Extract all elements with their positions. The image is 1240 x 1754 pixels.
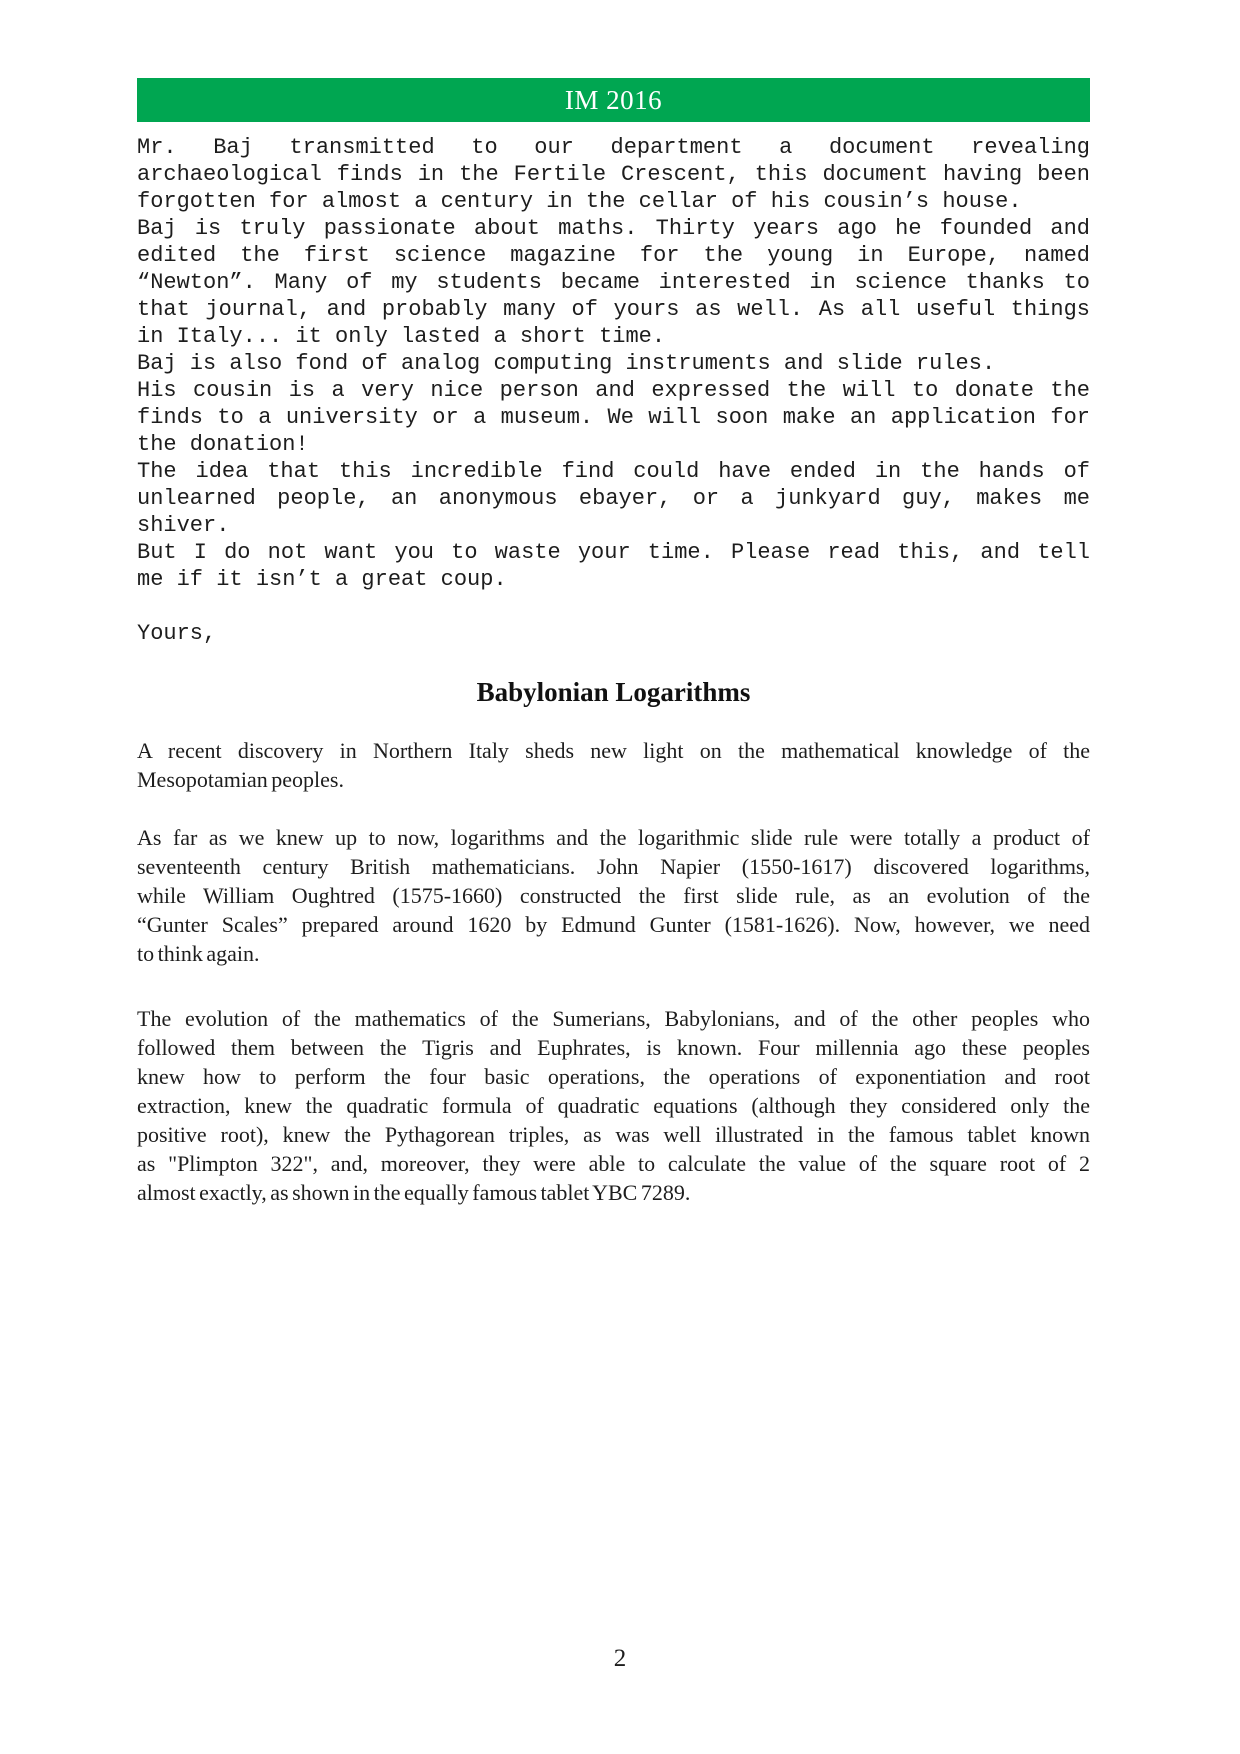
text-line: finds to a university or a museum. We will soon make an application for — [137, 405, 1090, 430]
text-line: A recent discovery in Northern Italy sheds new light on the mathematical knowledge of the — [137, 738, 1090, 763]
text-line: knew how to perform the four basic operations, the operations of exponentiation and root — [137, 1064, 1090, 1089]
article-paragraph-3 — [137, 1004, 1090, 1207]
content-column — [137, 0, 1090, 1207]
text-line: Baj is truly passionate about maths. Thirty years ago he founded and — [137, 216, 1090, 241]
text-line: seventeenth century British mathematicians. John Napier (1550-1617) discovered logarithms, — [137, 854, 1090, 879]
text-line: Mr. Baj transmitted to our department a document revealing — [137, 135, 1090, 160]
text-line: as "Plimpton 322", and, moreover, they were able to calculate the value of the square root of 2 — [137, 1151, 1090, 1176]
article-paragraph-2 — [137, 823, 1090, 968]
text-line: The idea that this incredible find could have ended in the hands of — [137, 459, 1090, 484]
text-line: The evolution of the mathematics of the Sumerians, Babylonians, and of the other peoples who — [137, 1006, 1090, 1031]
text-line: His cousin is a very nice person and expressed the will to donate the — [137, 378, 1090, 403]
text-line: archaeological finds in the Fertile Crescent, this document having been — [137, 162, 1090, 187]
text-line: shiver. — [137, 513, 230, 538]
text-line: me if it isn’t a great coup. — [137, 567, 507, 592]
article-paragraph-1 — [137, 736, 1090, 794]
article-title: Babylonian Logarithms — [476, 677, 751, 707]
text-line: As far as we knew up to now, logarithms and the logarithmic slide rule were totally a product of — [137, 825, 1090, 850]
text-line: almost exactly, as shown in the equally famous tablet YBC 7289. — [137, 1180, 691, 1205]
letter-body — [137, 134, 1090, 593]
text-line: while William Oughtred (1575-1660) constructed the first slide rule, as an evolution of the — [137, 883, 1090, 908]
text-line: that journal, and probably many of yours as well. As all useful things — [137, 297, 1090, 322]
text-line: extraction, knew the quadratic formula of quadratic equations (although they considered only the — [137, 1093, 1090, 1118]
text-line: “Newton”. Many of my students became interested in science thanks to — [137, 270, 1090, 295]
text-line: “Gunter Scales” prepared around 1620 by Edmund Gunter (1581-1626). Now, however, we need — [137, 912, 1090, 937]
letter-closing: Yours, — [137, 621, 217, 646]
text-line: followed them between the Tigris and Euphrates, is known. Four millennia ago these peoples — [137, 1035, 1090, 1060]
text-line: unlearned people, an anonymous ebayer, or a junkyard guy, makes me — [137, 486, 1090, 511]
text-line: But I do not want you to waste your time. Please read this, and tell — [137, 540, 1090, 565]
banner-title: IM 2016 — [564, 84, 663, 115]
text-line: to think again. — [137, 941, 260, 966]
text-line: forgotten for almost a century in the cellar of his cousin’s house. — [137, 189, 1022, 214]
text-line: in Italy... it only lasted a short time. — [137, 324, 666, 349]
text-line: edited the first science magazine for the young in Europe, named — [137, 243, 1090, 268]
page-number: 2 — [613, 1645, 627, 1672]
text-line: Baj is also fond of analog computing instruments and slide rules. — [137, 351, 996, 376]
text-line: Mesopotamian peoples. — [137, 767, 344, 792]
header-banner — [137, 78, 1090, 122]
text-line: the donation! — [137, 432, 309, 457]
text-line: positive root), knew the Pythagorean triples, as was well illustrated in the famous tablet known — [137, 1122, 1090, 1147]
